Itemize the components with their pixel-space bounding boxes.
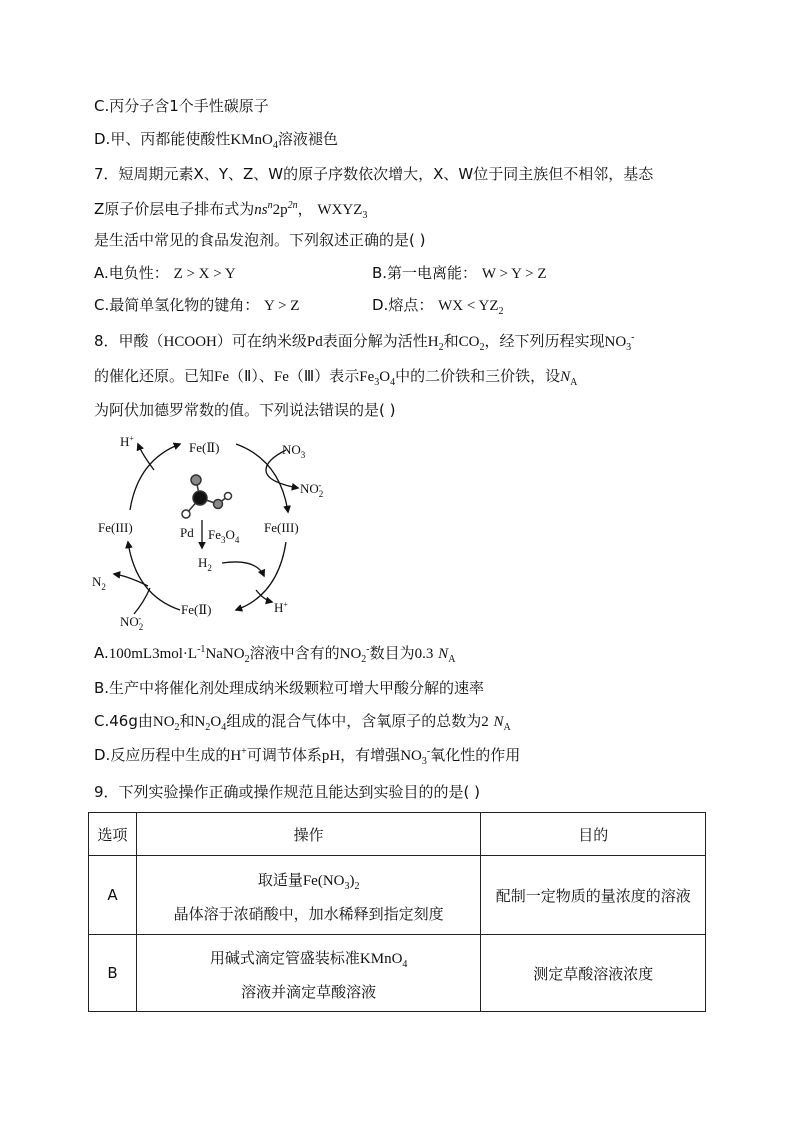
q9-table [88,812,706,1012]
q8-stem-line2: 的催化还原。已知Fe（Ⅱ）、Fe（Ⅲ）表示$Fe_3O_4$中的二价铁和三价铁，设$N_A$ [94,367,578,388]
row-b-goal: 测定草酸溶液浓度 [481,935,706,1012]
q7-stem-line1: 7．短周期元素X、Y、Z、W的原子序数依次增大，X、W位于同主族但不相邻，基态 [94,165,654,183]
label-no2-right: $NO_2-$ [300,480,324,499]
label-fe3-right: Fe(III) [264,520,299,535]
table-row [89,856,706,935]
q8-option-a: $A.100mL3mol\cdot L^{-1}NaNO_2$溶液中含有的$NO_2^-$数目为0.3 $N_A$ [94,644,456,665]
q7-option-b: B.第一电离能： W > Y > Z [372,264,547,282]
q8-option-c: C.46g由$NO_2$和$N_2O_4$组成的混合气体中，含氧原子的总数为2 $N_A$ [94,712,511,733]
row-b-operation: 用碱式滴定管盛装标准KMnO$_4$ 溶液并滴定草酸溶液 [136,935,480,1012]
q7-stem-line3: 是生活中常见的食品发泡剂。下列叙述正确的是( ) [94,231,426,249]
row-a-operation: 取适量$Fe(NO_3)_2$ 晶体溶于浓硝酸中，加水稀释到指定刻度 [136,856,480,935]
arrow-no2-in [134,588,150,614]
header-operation: 操作 [136,813,480,856]
catalytic-cycle-diagram [88,430,328,635]
q8-stem-line3: 为阿伏加德罗常数的值。下列说法错误的是( ) [94,401,396,419]
arrow-h2-to-bottom [222,562,264,576]
row-a-goal: 配制一定物质的量浓度的溶液 [481,856,706,935]
arrow-n2-out [114,574,148,586]
q7-options-ab [94,263,694,284]
label-h-plus-top: H+ [120,434,134,449]
table-row [89,935,706,1012]
label-fe3-left: Fe(III) [98,520,133,535]
label-fe3o4: $Fe_3O_4$ [208,527,240,545]
q7-options-cd [94,295,694,316]
q6-option-d: D.甲、丙都能使酸性KMnO$_4$溶液褪色 [94,130,338,151]
cycle-arc-bottom-to-left [128,542,180,610]
label-h-plus-right: H+ [274,600,288,615]
cycle-arc-top-to-right [236,444,288,512]
arrow-h-plus-out [138,444,154,470]
q6-option-c: C.丙分子含1个手性碳原子 [94,97,269,115]
label-fe2-bottom: Fe(Ⅱ) [181,602,212,617]
label-n2: $N_2$ [92,574,106,592]
q7-option-a: A.电负性： Z > X > Y [94,264,236,282]
label-fe2-top: Fe(Ⅱ) [189,440,220,455]
table-header-row [89,813,706,856]
label-h2: $H_2$ [198,555,212,573]
q9-stem: 9．下列实验操作正确或操作规范且能达到实验目的的是( ) [94,783,481,801]
q7-option-d: D.熔点： WX < $YZ_2$ [372,296,504,317]
row-a-option: A [89,856,137,935]
q7-stem-line2: Z原子价层电子排布式为$ns^n2p^{2n}$， $WXYZ_3$ [94,200,368,221]
cycle-arc-left-to-top [130,444,180,510]
header-option: 选项 [89,813,137,856]
q8-option-d: D.反应历程中生成的H+可调节体系pH，有增强$NO_3^-$氧化性的作用 [94,746,521,767]
label-no3: $NO_3$ [282,442,306,460]
header-goal: 目的 [481,813,706,856]
q7-option-c: C.最简单氢化物的键角： Y > Z [94,296,300,314]
q8-option-b: B.生产中将催化剂处理成纳米级颗粒可增大甲酸分解的速率 [94,679,485,697]
row-b-option: B [89,935,137,1012]
q8-stem-line1: 8．甲酸（HCOOH）可在纳米级Pd表面分解为活性$H_2$和$CO_2$，经下列历程实现$NO_3^-$ [94,332,635,353]
label-no2-bottom: $NO_2-$ [120,613,144,632]
label-pd: Pd [180,525,194,540]
formic-acid-molecule-icon [182,475,232,518]
